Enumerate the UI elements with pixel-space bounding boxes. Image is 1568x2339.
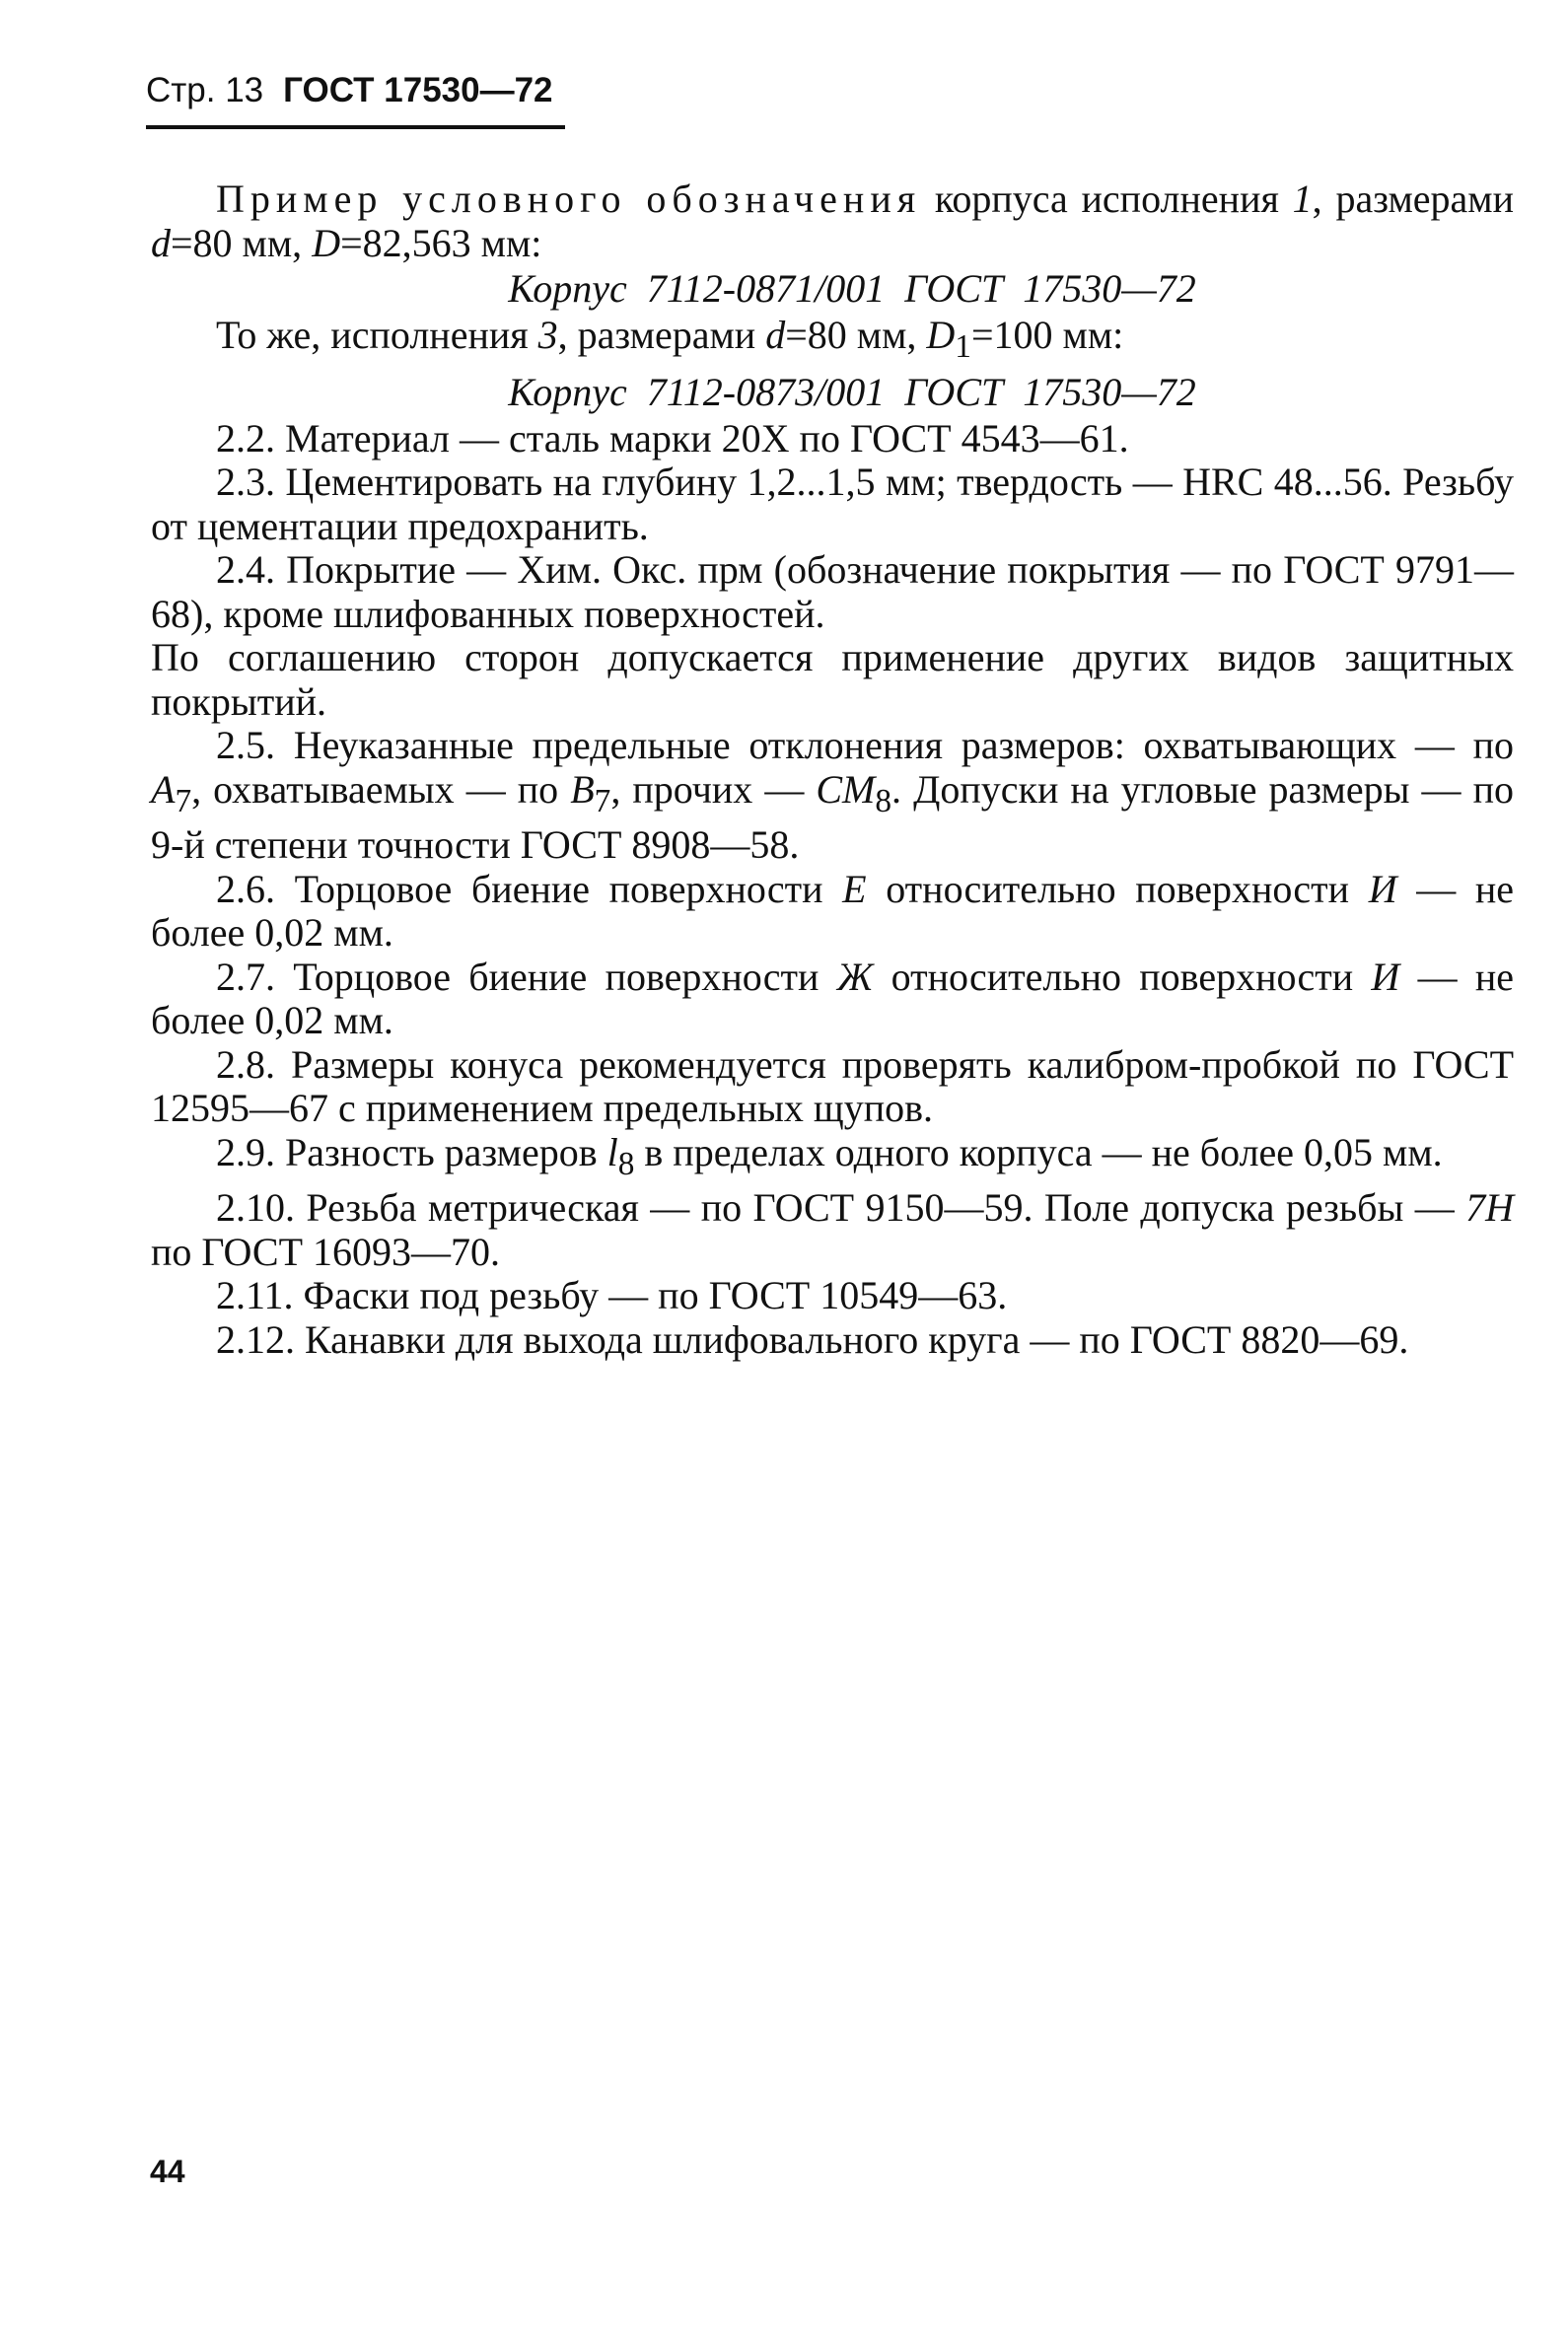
clause-2-7: 2.7. Торцовое биение поверхности Ж относительно поверхности И — не более 0,02 мм.	[151, 954, 1515, 1042]
page-number: 44	[150, 2154, 185, 2189]
clause-2-10: 2.10. Резьба метрическая — по ГОСТ 9150—59. Поле допуска резьбы — 7H по ГОСТ 16093—70.	[151, 1185, 1514, 1274]
clause-2-2: 2.2. Материал — сталь марки 20Х по ГОСТ 4543—61.	[216, 415, 1129, 461]
document-body	[151, 177, 1514, 1362]
clause-2-4: 2.4. Покрытие — Хим. Окс. прм (обозначение покрытия — по ГОСТ 9791—68), кроме шлифованных поверхностей.	[151, 547, 1514, 636]
header-rule	[146, 125, 565, 129]
designation-example-2: Корпус 7112-0873/001 ГОСТ 17530—72	[508, 370, 1196, 414]
standard-designation: ГОСТ 17530—72	[283, 71, 553, 109]
clause-2-5: 2.5. Неуказанные предельные отклонения размеров: охватывающих — по $A_7$, охватываемых — по $B_7$, прочих — $CM_8$. Допуски на угловые размеры — по 9-й степени точности ГОСТ 8908—58.	[151, 723, 1514, 867]
designation-example-1: Корпус 7112-0871/001 ГОСТ 17530—72	[508, 266, 1196, 311]
clause-2-3: 2.3. Цементировать на глубину 1,2...1,5 мм; твердость — HRC 48...56. Резьбу от цементации предохранить.	[151, 460, 1514, 548]
intro-spaced: Пример условного обозначения	[216, 177, 922, 221]
page-header	[146, 69, 553, 112]
clause-2-9: 2.9. Разность размеров $l_8$ в пределах одного корпуса — не более 0,05 мм.	[216, 1129, 1443, 1182]
clause-2-11: 2.11. Фаски под резьбу — по ГОСТ 10549—63.	[216, 1273, 1008, 1317]
clause-2-8: 2.8. Размеры конуса рекомендуется проверять калибром-пробкой по ГОСТ 12595—67 с применением предельных щупов.	[151, 1041, 1514, 1130]
example-intro: Пример условного обозначения корпуса исполнения 1, размерами d=80 мм, D=82,563 мм:	[151, 177, 1514, 265]
page-label: Стр. 13	[146, 71, 264, 109]
clause-2-4-note: По соглашению сторон допускается применение других видов защитных покрытий.	[151, 635, 1514, 724]
example-same: То же, исполнения 3, размерами d=80 мм, $D_1=100$ мм:	[216, 312, 1124, 365]
clause-2-12: 2.12. Канавки для выхода шлифовального круга — по ГОСТ 8820—69.	[216, 1316, 1409, 1362]
clause-2-6: 2.6. Торцовое биение поверхности Е относительно поверхности И — не более 0,02 мм.	[151, 866, 1514, 955]
